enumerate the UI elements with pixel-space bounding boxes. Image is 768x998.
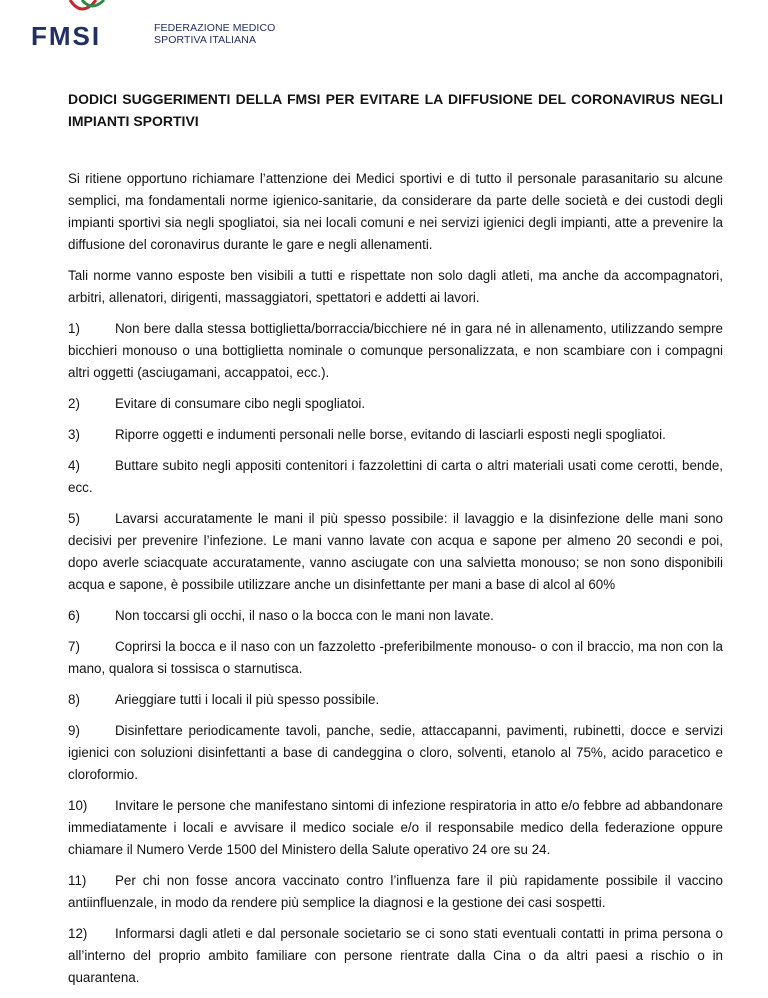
- item-number: 2): [68, 396, 80, 411]
- item-number: 4): [68, 458, 80, 473]
- list-item: [68, 508, 723, 596]
- list-item: [68, 720, 723, 786]
- item-number: 5): [68, 511, 80, 526]
- list-item: [68, 605, 723, 627]
- list-item: [68, 393, 723, 415]
- item-text: Buttare subito negli appositi contenitori i fazzolettini di carta o altri materiali usati come cerotti, bende, ecc.: [68, 458, 723, 495]
- org-name-line-2: SPORTIVA ITALIANA: [154, 34, 257, 46]
- item-text: Per chi non fosse ancora vaccinato contro l’influenza fare il più rapidamente possibile il vaccino antiinfluenzale, in modo da rendere più semplice la diagnosi e la gestione dei casi sospetti.: [68, 873, 723, 910]
- item-number: 9): [68, 723, 80, 738]
- header: [30, 0, 290, 50]
- item-text: Non toccarsi gli occhi, il naso o la bocca con le mani non lavate.: [115, 608, 494, 623]
- item-text: Lavarsi accuratamente le mani il più spesso possibile: il lavaggio e la disinfezione delle mani sono decisivi per prevenire l’infezione. Le mani vanno lavate con acqua e sapone per almeno 20 secondi e poi, dopo averle sciacquate accuratamente, vanno asciugate con una salvietta monouso; se non sono disponibili acqua e sapone, è possibile utilizzare anche un disinfettante per mani a base di alcol al 60%: [68, 511, 723, 592]
- item-number: 11): [68, 873, 87, 888]
- list-item: [68, 636, 723, 680]
- list-item: [68, 923, 723, 989]
- item-number: 6): [68, 608, 80, 623]
- item-number: 3): [68, 427, 80, 442]
- list-item: [68, 318, 723, 384]
- list-item: [68, 455, 723, 499]
- item-number: 10): [68, 798, 88, 813]
- item-text: Invitare le persone che manifestano sintomi di infezione respiratoria in atto e/o febbre ad abbandonare immediatamente i locali e avvisare il medico sociale e/o il responsabile medico della federazione oppure chiamare il Numero Verde 1500 del Ministero della Salute operativo 24 ore su 24.: [68, 798, 723, 857]
- list-item: [68, 689, 723, 711]
- item-text: Evitare di consumare cibo negli spogliatoi.: [115, 396, 366, 411]
- item-text: Coprirsi la bocca e il naso con un fazzoletto -preferibilmente monouso- o con il braccio, ma non con la mano, qualora si tossisca o starnutisca.: [68, 639, 723, 676]
- item-text: Informarsi dagli atleti e dal personale societario se ci sono stati eventuali contatti in prima persona o all’interno del proprio ambito familiare con persone rientrate dalla Cina o da altri paesi a rischio o in quarantena.: [68, 926, 723, 985]
- item-number: 12): [68, 926, 88, 941]
- fmsi-logo: [30, 0, 152, 50]
- org-name-line-1: FEDERAZIONE MEDICO: [154, 22, 276, 34]
- item-number: 1): [68, 321, 80, 336]
- item-text: Non bere dalla stessa bottiglietta/borraccia/bicchiere né in gara né in allenamento, utilizzando sempre bicchieri monouso o una bottiglietta nominale o comunque personalizzata, e non scambiare con i compagni altri oggetti (asciugamani, accappatoi, ecc.).: [68, 321, 723, 380]
- list-item: [68, 870, 723, 914]
- item-text: Arieggiare tutti i locali il più spesso possibile.: [115, 692, 380, 707]
- logo-text: FMSI: [31, 21, 102, 50]
- item-number: 8): [68, 692, 80, 707]
- document-title: DODICI SUGGERIMENTI DELLA FMSI PER EVITARE LA DIFFUSIONE DEL CORONAVIRUS NEGLI IMPIANTI SPORTIVI: [68, 91, 723, 129]
- item-number: 7): [68, 639, 80, 654]
- document-body: [68, 168, 723, 998]
- list-item: [68, 424, 723, 446]
- organization-name: [154, 22, 275, 46]
- item-text: Disinfettare periodicamente tavoli, panche, sedie, attaccapanni, pavimenti, rubinetti, docce e servizi igienici con soluzioni disinfettanti a base di candeggina o cloro, solventi, etanolo al 75%, acido paracetico e cloroformio.: [68, 723, 723, 782]
- list-item: [68, 795, 723, 861]
- item-text: Riporre oggetti e indumenti personali nelle borse, evitando di lasciarli esposti negli spogliatoi.: [115, 427, 666, 442]
- intro-paragraph: Si ritiene opportuno richiamare l’attenzione dei Medici sportivi e di tutto il personale parasanitario su alcune semplici, ma fondamentali norme igienico-sanitarie, da considerare da parte delle società e dei custodi degli impianti sportivi sia negli spogliatoi, sia nei locali comuni e nei servizi igienici degli impianti, atte a prevenire la diffusione del coronavirus durante le gare e negli allenamenti.: [68, 171, 723, 252]
- intro-paragraph: Tali norme vanno esposte ben visibili a tutti e rispettate non solo dagli atleti, ma anche da accompagnatori, arbitri, allenatori, dirigenti, massaggiatori, spettatori e addetti ai lavori.: [68, 268, 723, 305]
